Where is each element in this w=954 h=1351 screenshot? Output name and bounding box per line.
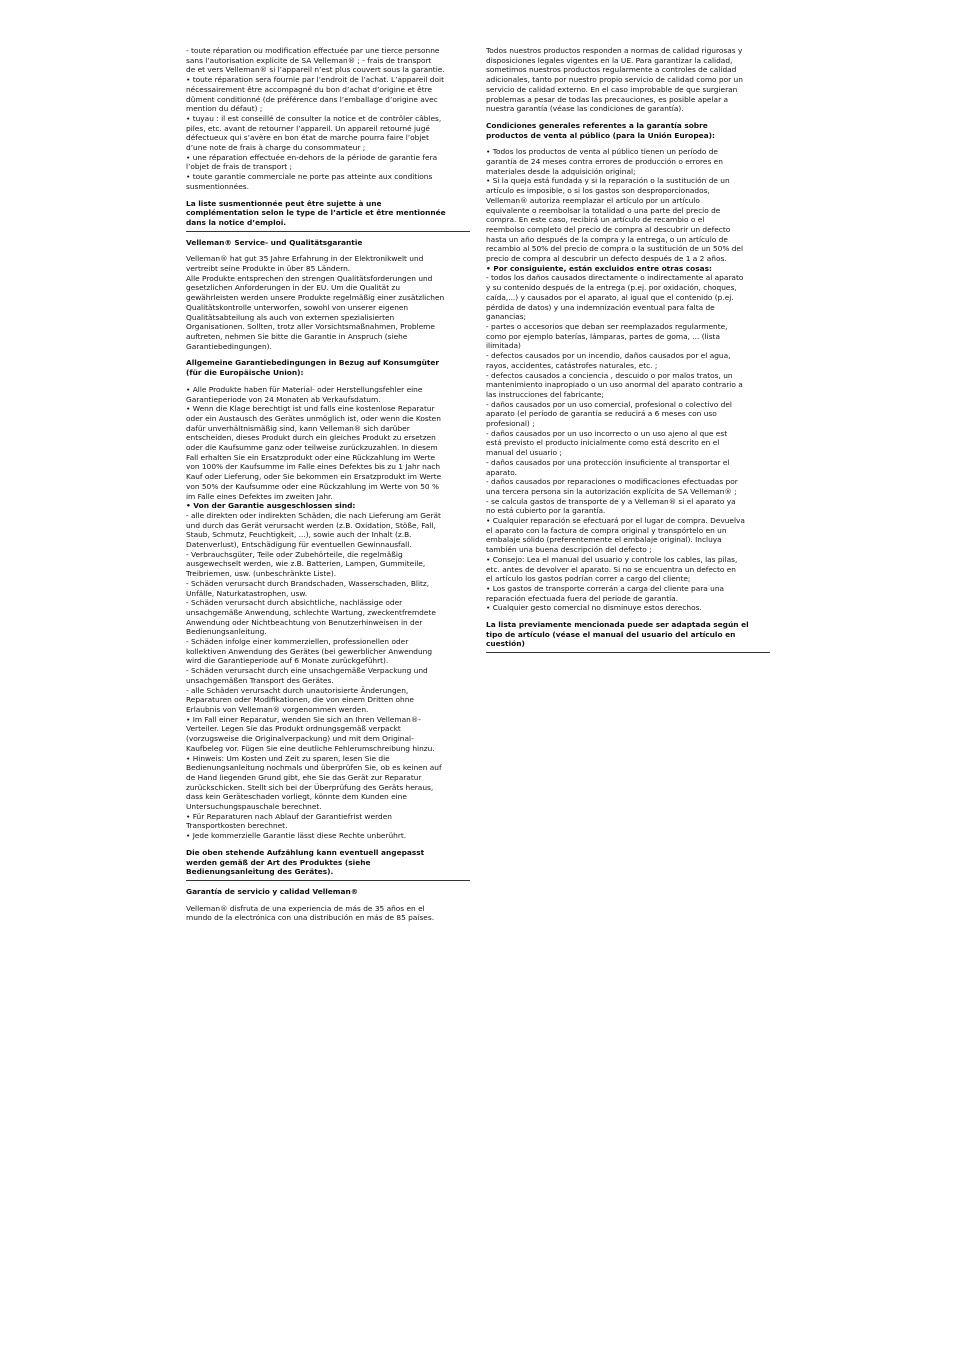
text-line: dass kein Geräteschaden vorliegt, könnte dem Kunden eine	[186, 792, 407, 802]
text-line: - se calcula gastos de transporte de y a Velleman® si el aparato ya	[486, 496, 736, 506]
text-line: (vorzugsweise die Originalverpackung) und mit dem Original-	[186, 734, 414, 744]
text-line: Erlaubnis von Velleman® vorgenommen werden.	[186, 705, 369, 714]
text-line: zurückschicken. Stellt sich bei der Überprüfung des Geräts heraus,	[186, 782, 434, 792]
bold-text-line: Condiciones generales referentes a la garantía sobre	[486, 120, 708, 130]
text-line: hasta un año después de la compra y la entrega, o un artículo de	[486, 234, 728, 244]
text-line: de Hand liegenden Grund gibt, ehe Sie das Gerät zur Reparatur	[186, 772, 422, 782]
text-line: caída,...) y causados por el aparato, al igual que el contenido (p.ej.	[486, 292, 734, 302]
text-line: nécessairement être accompagné du bon d’achat d’origine et être	[186, 84, 433, 94]
text-line: Qualitätsabteilung als auch von externen spezialisierten	[186, 312, 395, 322]
text-line: Unfälle, Naturkatastrophen, usw.	[186, 588, 308, 598]
bold-text-line: Garantía de servicio y calidad Velleman®	[186, 886, 359, 896]
text-line: Staub, Schmutz, Feuchtigkeit, ...), sowie auch der Inhalt (z.B.	[186, 530, 412, 540]
left-column	[186, 46, 470, 923]
text-line: - todos los daños causados directamente o indirectamente al aparato	[486, 273, 744, 283]
text-line: reparación efectuada fuera del periode de garantía.	[486, 593, 679, 603]
bold-text-line: werden gemäß der Art des Produktes (siehe	[186, 857, 371, 867]
text-line: • toute réparation sera fournie par l’endroit de l’achat. L’appareil doit	[186, 75, 444, 85]
text-line: materiales desde la adquisición original;	[486, 166, 636, 176]
text-line: • Cualquier reparación se efectuará por el lugar de compra. Devuelva	[486, 516, 745, 526]
text-line: Kauf oder Lieferung, oder Sie bekommen ein Ersatzprodukt im Werte	[186, 472, 442, 482]
text-line: oder die Kaufsumme ganz oder teilweise zurückzuzahlen. In diesem	[186, 443, 438, 453]
text-line: • Im Fall einer Reparatur, wenden Sie sich an Ihren Velleman®-	[186, 714, 421, 724]
text-line: • Wenn die Klage berechtigt ist und falls eine kostenlose Reparatur	[186, 404, 435, 414]
paragraph-gap	[186, 841, 470, 848]
paragraph-gap	[486, 140, 770, 147]
bold-text-line: (für die Europäische Union):	[186, 368, 304, 378]
text-line: Transportkosten berechnet.	[186, 821, 288, 831]
text-line: servicio de calidad externo. En el caso improbable de que surgieran	[486, 84, 738, 94]
text-line: mundo de la electrónica con una distribución en más de 85 países.	[186, 913, 435, 923]
text-line: y su contenido después de la entrega (p.ej. por oxidación, choques,	[486, 283, 737, 293]
paragraph-gap	[186, 192, 470, 199]
paragraph-gap	[486, 114, 770, 121]
text-line: artículo es imposible, o si los gastos son desproporcionados,	[486, 186, 710, 196]
text-line: mention du défaut) ;	[186, 104, 263, 114]
text-line: garantía de 24 meses contra errores de producción o errores en	[486, 157, 723, 167]
bold-text-line: La lista previamente mencionada puede ser adaptada según el	[486, 620, 749, 630]
text-line: Bedienungsanleitung nochmals und überprüfen Sie, ob es keinen auf	[186, 763, 442, 773]
text-line: embalaje sólido (preferentemente el embalaje original). Incluya	[486, 535, 722, 545]
text-line: manual del usuario ;	[486, 448, 562, 458]
bold-text-line: Allgemeine Garantiebedingungen in Bezug auf Konsumgüter	[186, 358, 440, 368]
text-line: Datenverlust), Entschädigung für eventuellen Gewinnausfall.	[186, 540, 412, 550]
text-line: Velleman® autoriza reemplazar el artículo por un artículo	[486, 195, 700, 205]
text-line: - daños causados por un uso comercial, profesional o colectivo del	[486, 399, 732, 409]
text-line: unsachgemäßen Transport des Gerätes.	[186, 675, 334, 685]
text-line: precio de compra al descubrir un defecto después de 1 a 2 años.	[486, 254, 727, 264]
text-line: Anwendung oder Nichtbeachtung von Benutzerhinweisen in der	[186, 617, 423, 627]
text-line: entscheiden, dieses Produkt durch ein gleiches Produkt zu ersetzen	[186, 433, 436, 443]
text-line: Reparaturen oder Modifikationen, die von einem Dritten ohne	[186, 695, 414, 705]
text-line: equivalente o reembolsar la totalidad o una parte del precio de	[486, 205, 721, 215]
bold-text-line: cuestión)	[486, 639, 525, 649]
text-line: también una buena descripción del defecto ;	[486, 545, 652, 555]
text-line: problemas a pesar de todas las precauciones, es posible apelar a	[486, 94, 728, 104]
text-line: • Jede kommerzielle Garantie lässt diese Rechte unberührt.	[186, 831, 407, 841]
bold-text-line: Die oben stehende Aufzählung kann eventuell angepasst	[186, 847, 425, 857]
text-line: las instrucciones del fabricante;	[486, 389, 604, 399]
text-line: Treibriemen, usw. (unbeschränkte Liste).	[186, 569, 337, 579]
text-line: Velleman® disfruta de una experiencia de más de 35 años en el	[186, 903, 425, 913]
text-line: gewährleisten werden unsere Produkte regelmäßig einer zusätzlichen	[186, 293, 445, 303]
text-line: • Hinweis: Um Kosten und Zeit zu sparen, lesen Sie die	[186, 753, 390, 763]
section-divider	[186, 880, 470, 881]
text-line: - daños causados por reparaciones o modificaciones efectuadas por	[486, 477, 738, 487]
bold-text-line: Bedienungsanleitung des Gerätes).	[186, 867, 334, 877]
text-line: - defectos causados a conciencia , descuido o por malos tratos, un	[486, 370, 733, 380]
text-line: von 50% der Kaufsumme oder eine Rückzahlung im Werte von 50 %	[186, 481, 439, 491]
text-line: • Todos los productos de venta al público tienen un período de	[486, 147, 718, 157]
text-line: Untersuchungspauschale berechnet.	[186, 802, 322, 812]
text-line: - alle Schäden verursacht durch unautorisierte Änderungen,	[186, 685, 409, 695]
text-line: - toute réparation ou modification effectuée par une tierce personne	[186, 46, 440, 55]
text-line: - Schäden verursacht durch Brandschaden, Wasserschaden, Blitz,	[186, 578, 430, 588]
text-line: susmentionnées.	[186, 181, 249, 191]
text-line: ganancias;	[486, 312, 527, 322]
paragraph-gap	[186, 351, 470, 358]
text-line: de et vers Velleman® si l’appareil n’est plus couvert sous la garantie.	[186, 65, 445, 75]
text-line: Organisationen. Sollten, trotz aller Vorsichtsmaßnahmen, Probleme	[186, 322, 435, 332]
text-line: vertreibt seine Produkte in über 85 Ländern.	[186, 264, 351, 274]
text-line: - partes o accesorios que deban ser reemplazados regularmente,	[486, 321, 728, 331]
text-line: - Verbrauchsgüter, Teile oder Zubehörteile, die regelmäßig	[186, 549, 403, 559]
bold-text-line: dans la notice d’emploi.	[186, 217, 287, 227]
text-line: compra. En este caso, recibirá un artículo de recambio o el	[486, 215, 705, 225]
paragraph-gap	[186, 378, 470, 385]
text-line: - defectos causados por un incendio, daños causados por el agua,	[486, 351, 731, 361]
text-line: • Cualquier gesto comercial no disminuye estos derechos.	[486, 603, 702, 613]
text-line: está previsto el producto inicialmente como está descrito en el	[486, 438, 720, 448]
text-line: kollektiven Anwendung des Gerätes (bei gewerblicher Anwendung	[186, 646, 433, 656]
text-line: - Schäden infolge einer kommerziellen, professionellen oder	[186, 637, 409, 647]
text-line: • tuyau : il est conseillé de consulter la notice et de contrôler câbles,	[186, 113, 442, 123]
text-line: wird die Garantieperiode auf 6 Monate zurückgeführt).	[186, 656, 389, 666]
text-line: von 100% der Kaufsumme im Falle eines Defektes bis zu 1 Jahr nach	[186, 462, 441, 472]
text-line: - alle direkten oder indirekten Schäden, die nach Lieferung am Gerät	[186, 510, 441, 520]
text-line: etc. antes de devolver el aparato. Si no se encuentra un defecto en	[486, 564, 736, 574]
text-line: dûment conditionné (de préférence dans l’emballage d’origine avec	[186, 94, 438, 104]
bold-text-line: tipo de artículo (véase el manual del usuario del artículo en	[486, 629, 736, 639]
right-column	[486, 46, 770, 659]
text-line: reembolso completo del precio de compra al descubrir un defecto	[486, 224, 731, 234]
text-line: el aparato con la factura de compra original y transpórtelo en un	[486, 525, 727, 535]
text-line: unsachgemäße Anwendung, schlechte Wartung, zweckentfremdete	[186, 607, 436, 617]
text-line: sans l’autorisation explicite de SA Velleman® ; - frais de transport	[186, 55, 432, 65]
text-line: Qualitätskontrolle unterworfen, sowohl von unserer eigenen	[186, 302, 409, 312]
text-line: • Los gastos de transporte correrán a carga del cliente para una	[486, 583, 725, 593]
text-line: auftreten, nehmen Sie bitte die Garantie in Anspruch (siehe	[186, 331, 408, 341]
bold-text-line: • Von der Garantie ausgeschlossen sind:	[186, 501, 356, 511]
text-line: • une réparation effectuée en-dehors de la période de garantie fera	[186, 152, 438, 162]
text-line: l’objet de frais de transport ;	[186, 162, 293, 172]
text-line: Garantieperiode von 24 Monaten ab Verkaufsdatum.	[186, 394, 381, 404]
text-line: mantenimiento inapropiado o un uso anormal del aparato contrario a	[486, 380, 743, 390]
text-line: piles, etc. avant de retourner l’appareil. Un appareil retourné jugé	[186, 123, 430, 133]
text-line: aparato.	[486, 467, 517, 477]
text-line: pérdida de datos) y una indemnización eventual para falta de	[486, 302, 715, 312]
paragraph-gap	[186, 897, 470, 904]
text-line: - Schäden verursacht durch eine unsachgemäße Verpackung und	[186, 666, 428, 676]
text-line: como por ejemplo baterías, lámparas, partes de goma, ... (lista	[486, 331, 720, 341]
paragraph-gap	[486, 613, 770, 620]
bold-text-line: La liste susmentionnée peut être sujette à une	[186, 198, 382, 208]
text-line: ausgewechselt werden, wie z.B. Batterien, Lampen, Gummiteile,	[186, 559, 426, 569]
text-line: Todos nuestros productos responden a normas de calidad rigurosas y	[486, 46, 743, 55]
text-line: oder ein Austausch des Gerätes unmöglich ist, oder wenn die Kosten	[186, 413, 441, 423]
text-line: - Schäden verursacht durch absichtliche, nachlässige oder	[186, 598, 403, 608]
text-line: el artículo los gastos podrían correr a cargo del cliente;	[486, 574, 691, 584]
text-line: recambio al 50% del precio de compra o la sustitución de un 50% del	[486, 244, 744, 254]
text-line: • toute garantie commerciale ne porte pas atteinte aux conditions	[186, 172, 433, 182]
text-line: défectueux qui s’avère en bon état de marche pourra faire l’objet	[186, 133, 429, 143]
text-line: im Falle eines Defektes im zweiten Jahr.	[186, 491, 333, 501]
text-line: - daños causados por un uso incorrecto o un uso ajeno al que est	[486, 428, 728, 438]
bold-text-line: productos de venta al público (para la Unión Europea):	[486, 130, 715, 140]
text-line: una tercera persona sin la autorización explícita de SA Velleman® ;	[486, 486, 737, 496]
text-line: sometimos nuestros productos regularmente a controles de calidad	[486, 65, 737, 75]
text-line: gesetzlichen Anforderungen in der EU. Um die Qualität zu	[186, 283, 400, 293]
text-line: Velleman® hat gut 35 Jahre Erfahrung in der Elektronikwelt und	[186, 254, 424, 264]
text-line: Kaufbeleg vor. Fügen Sie eine deutliche Fehlerumschreibung hinzu.	[186, 743, 435, 753]
text-line: • Für Reparaturen nach Ablauf der Garantiefrist werden	[186, 811, 392, 821]
text-line: aparato (el período de garantía se reducirá a 6 meses con uso	[486, 409, 717, 419]
text-line: • Si la queja está fundada y si la reparación o la sustitución de un	[486, 176, 730, 186]
text-line: dafür unverhältnismäßig sind, kann Velleman® sich darüber	[186, 423, 410, 433]
text-line: disposiciones legales vigentes en la UE. Para garantizar la calidad,	[486, 55, 733, 65]
text-line: • Alle Produkte haben für Material- oder Herstellungsfehler eine	[186, 384, 423, 394]
section-divider	[186, 231, 470, 232]
text-line: rayos, accidentes, catástrofes naturales, etc. ;	[486, 360, 658, 370]
text-line: d’une note de frais à charge du consommateur ;	[186, 143, 366, 153]
text-line: - daños causados por una protección insuficiente al transportar el	[486, 457, 730, 467]
bold-text-line: • Por consiguiente, están excluidos entre otras cosas:	[486, 263, 712, 273]
text-line: ilimitada)	[486, 341, 521, 351]
text-line: profesional) ;	[486, 419, 535, 429]
paragraph-gap	[186, 247, 470, 254]
text-line: Alle Produkte entsprechen den strengen Qualitätsforderungen und	[186, 273, 433, 283]
text-line: • Consejo: Lea el manual del usuario y controle los cables, las pilas,	[486, 554, 738, 564]
text-line: Verteiler. Legen Sie das Produkt ordnungsgemäß verpackt	[186, 724, 401, 734]
text-line: no está cubierto por la garantía.	[486, 506, 606, 516]
bold-text-line: complémentation selon le type de l’article et être mentionnée	[186, 208, 446, 218]
text-line: Garantiebedingungen).	[186, 341, 272, 351]
text-line: Bedienungsanleitung.	[186, 627, 267, 637]
text-line: adicionales, tanto por nuestro propio servicio de calidad como por un	[486, 75, 743, 85]
text-line: Fall erhalten Sie ein Ersatzprodukt oder eine Rückzahlung im Werte	[186, 452, 436, 462]
bold-text-line: Velleman® Service- und Qualitätsgarantie	[186, 237, 363, 247]
text-line: nuestra garantía (véase las condiciones de garantía).	[486, 104, 684, 114]
section-divider	[486, 652, 770, 653]
text-line: und durch das Gerät verursacht werden (z.B. Oxidation, Stöße, Fall,	[186, 520, 436, 530]
